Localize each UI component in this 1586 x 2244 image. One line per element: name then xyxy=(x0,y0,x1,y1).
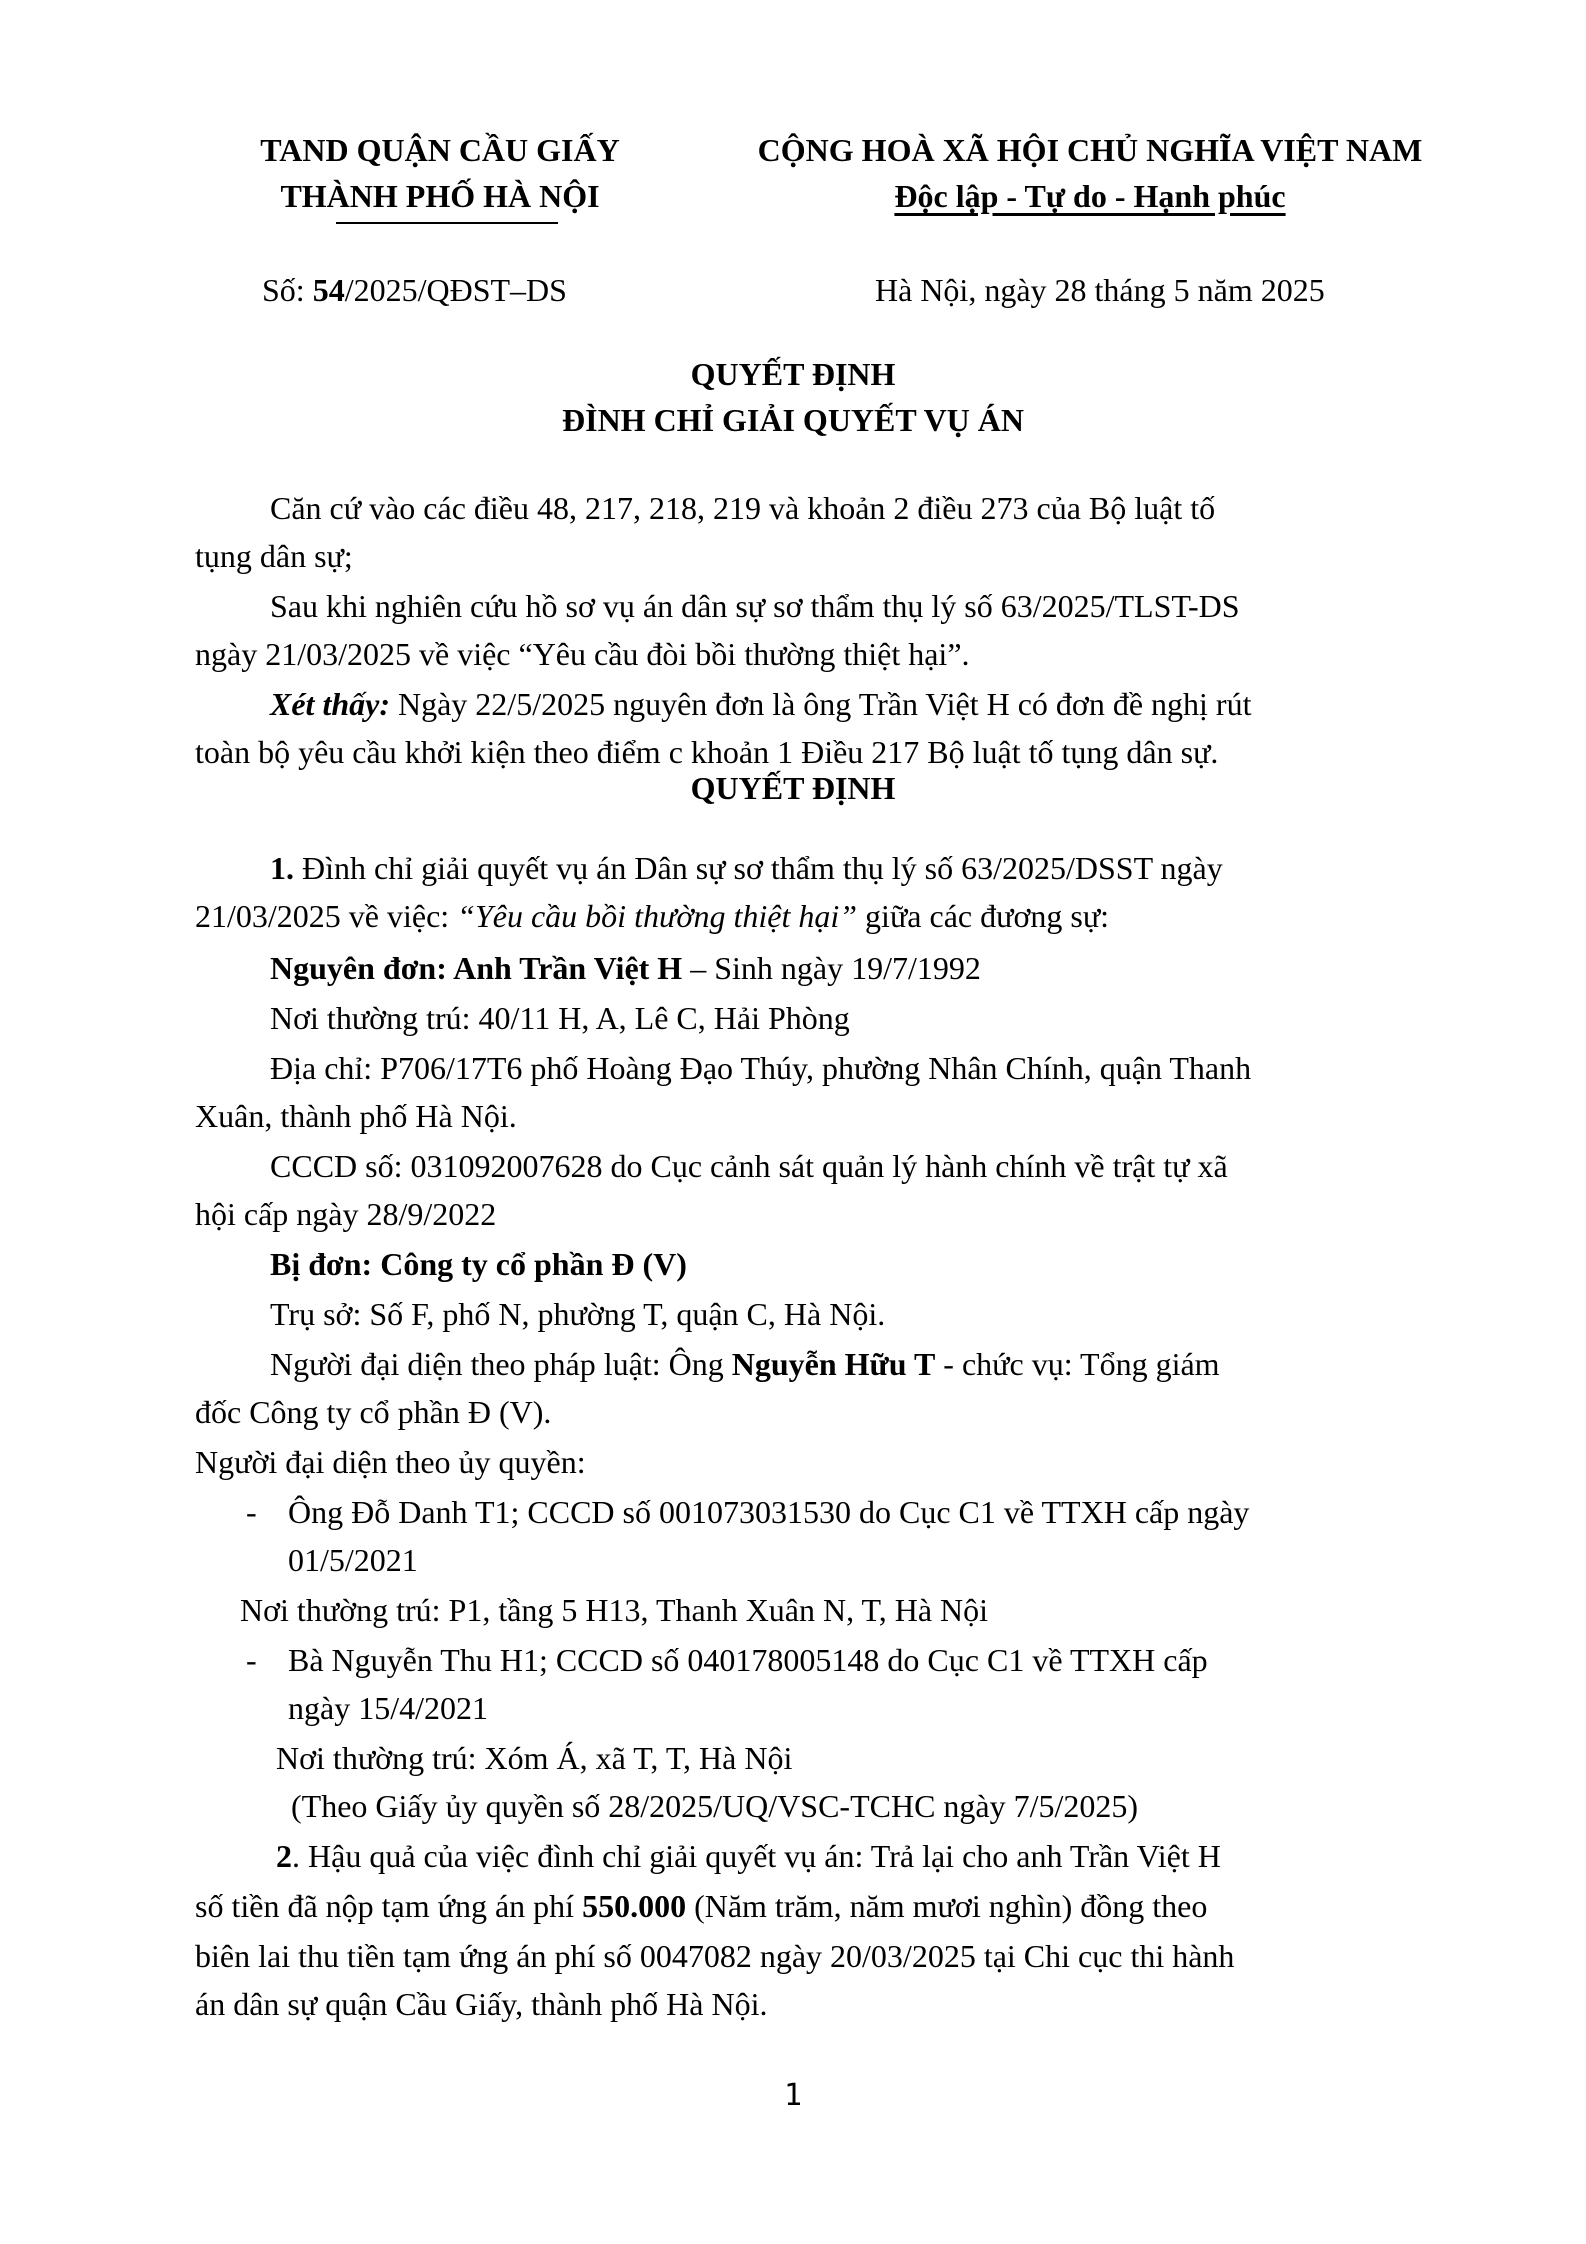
basis-p3-line2: toàn bộ yêu cầu khởi kiện theo điểm c khoản 1 Điều 217 Bộ luật tố tụng dân sự. xyxy=(195,734,1219,770)
item1-line2-pre: 21/03/2025 về việc: xyxy=(195,898,458,934)
plaintiff-address-line2: Xuân, thành phố Hà Nội. xyxy=(195,1098,517,1134)
auth-document: (Theo Giấy ủy quyền số 28/2025/UQ/VSC-TCHC ngày 7/5/2025) xyxy=(291,1788,1139,1824)
defendant-office: Trụ sở: Số F, phố N, phường T, quận C, Hà Nội. xyxy=(270,1296,886,1332)
defendant-rep-pre: Người đại diện theo pháp luật: Ông xyxy=(270,1346,732,1382)
auth1-line1: Ông Đỗ Danh T1; CCCD số 001073031530 do Cục C1 về TTXH cấp ngày xyxy=(288,1494,1250,1530)
basis-p2-line2: ngày 21/03/2025 về việc “Yêu cầu đòi bồi thường thiệt hại”. xyxy=(195,636,970,672)
decision-number-suffix: /2025/QĐST–DS xyxy=(344,272,567,308)
court-name-line2: THÀNH PHỐ HÀ NỘI xyxy=(280,178,600,214)
basis-p3-text: Ngày 22/5/2025 nguyên đơn là ông Trần Việt H có đơn đề nghị rút xyxy=(389,686,1252,722)
nation-motto-text: Độc lập - Tự do - Hạnh phúc xyxy=(894,178,1286,214)
auth-heading: Người đại diện theo ủy quyền: xyxy=(195,1444,586,1480)
item1-line2-post: giữa các đương sự: xyxy=(857,898,1110,934)
item2-number: 2 xyxy=(276,1838,292,1874)
item2-line1 xyxy=(276,1838,1221,1875)
auth1-dash: - xyxy=(246,1494,257,1530)
item1-number: 1. xyxy=(270,850,294,886)
plaintiff-id-line1: CCCD số: 031092007628 do Cục cảnh sát quản lý hành chính về trật tự xã xyxy=(270,1148,1228,1184)
defendant-label: Bị đơn: Công ty cổ phần Đ (V) xyxy=(270,1246,687,1282)
defendant-rep-line1 xyxy=(270,1346,1220,1383)
auth2-residence: Nơi thường trú: Xóm Á, xã T, T, Hà Nội xyxy=(276,1740,793,1776)
nation-name: CỘNG HOÀ XÃ HỘI CHỦ NGHĨA VIỆT NAM xyxy=(757,132,1423,168)
auth1-line2: 01/5/2021 xyxy=(288,1542,418,1578)
item1-text: Đình chỉ giải quyết vụ án Dân sự sơ thẩm thụ lý số 63/2025/DSST ngày xyxy=(294,850,1223,886)
item1-line2 xyxy=(195,898,1109,935)
court-underline xyxy=(336,222,558,224)
plaintiff-residence: Nơi thường trú: 40/11 H, A, Lê C, Hải Phòng xyxy=(270,1000,850,1036)
auth1-residence: Nơi thường trú: P1, tầng 5 H13, Thanh Xuân N, T, Hà Nội xyxy=(240,1592,989,1628)
auth2-line1: Bà Nguyễn Thu H1; CCCD số 040178005148 do Cục C1 về TTXH cấp xyxy=(288,1642,1208,1678)
item2-text: . Hậu quả của việc đình chỉ giải quyết vụ án: Trả lại cho anh Trần Việt H xyxy=(292,1838,1221,1874)
item1-line1 xyxy=(270,850,1223,887)
item2-amount: 550.000 xyxy=(582,1888,687,1924)
basis-p3-line1 xyxy=(270,686,1251,723)
basis-p3-label: Xét thấy: xyxy=(270,686,390,722)
nation-motto xyxy=(700,178,1480,215)
decision-heading: QUYẾT ĐỊNH xyxy=(690,770,896,806)
decision-date: Hà Nội, ngày 28 tháng 5 năm 2025 xyxy=(875,272,1325,308)
plaintiff-label: Nguyên đơn: Anh Trần Việt H xyxy=(270,950,683,986)
basis-p1-line1: Căn cứ vào các điều 48, 217, 218, 219 và khoản 2 điều 273 của Bộ luật tố xyxy=(270,490,1216,526)
item2-line2-post: (Năm trăm, năm mươi nghìn) đồng theo xyxy=(686,1888,1208,1924)
item2-line3: biên lai thu tiền tạm ứng án phí số 0047082 ngày 20/03/2025 tại Chi cục thi hành xyxy=(195,1938,1235,1974)
decision-number-prefix: Số: xyxy=(262,272,313,308)
plaintiff-line xyxy=(270,950,981,987)
item1-case-subject: “Yêu cầu bồi thường thiệt hại” xyxy=(457,898,858,934)
defendant-rep-name: Nguyễn Hữu T xyxy=(731,1346,936,1382)
court-name-line1: TAND QUẬN CẦU GIẤY xyxy=(260,132,620,168)
title-line2: ĐÌNH CHỈ GIẢI QUYẾT VỤ ÁN xyxy=(562,402,1024,438)
item2-line2-pre: số tiền đã nộp tạm ứng án phí xyxy=(195,1888,583,1924)
defendant-rep-post: - chức vụ: Tổng giám xyxy=(935,1346,1220,1382)
auth2-dash: - xyxy=(246,1642,257,1678)
basis-p1-line2: tụng dân sự; xyxy=(195,538,353,574)
page-number: 1 xyxy=(783,2078,803,2113)
plaintiff-id-line2: hội cấp ngày 28/9/2022 xyxy=(195,1196,497,1232)
defendant-rep-line2: đốc Công ty cổ phần Đ (V). xyxy=(195,1394,552,1430)
title-line1: QUYẾT ĐỊNH xyxy=(690,356,896,392)
plaintiff-birth: – Sinh ngày 19/7/1992 xyxy=(682,950,981,986)
auth2-line2: ngày 15/4/2021 xyxy=(288,1690,488,1726)
decision-number xyxy=(262,272,567,309)
decision-number-value: 54 xyxy=(312,272,345,308)
item2-line4: án dân sự quận Cầu Giấy, thành phố Hà Nội. xyxy=(195,1986,768,2022)
basis-p2-line1: Sau khi nghiên cứu hồ sơ vụ án dân sự sơ thẩm thụ lý số 63/2025/TLST-DS xyxy=(270,588,1240,624)
plaintiff-address-line1: Địa chỉ: P706/17T6 phố Hoàng Đạo Thúy, phường Nhân Chính, quận Thanh xyxy=(270,1050,1252,1086)
item2-line2 xyxy=(195,1888,1207,1925)
